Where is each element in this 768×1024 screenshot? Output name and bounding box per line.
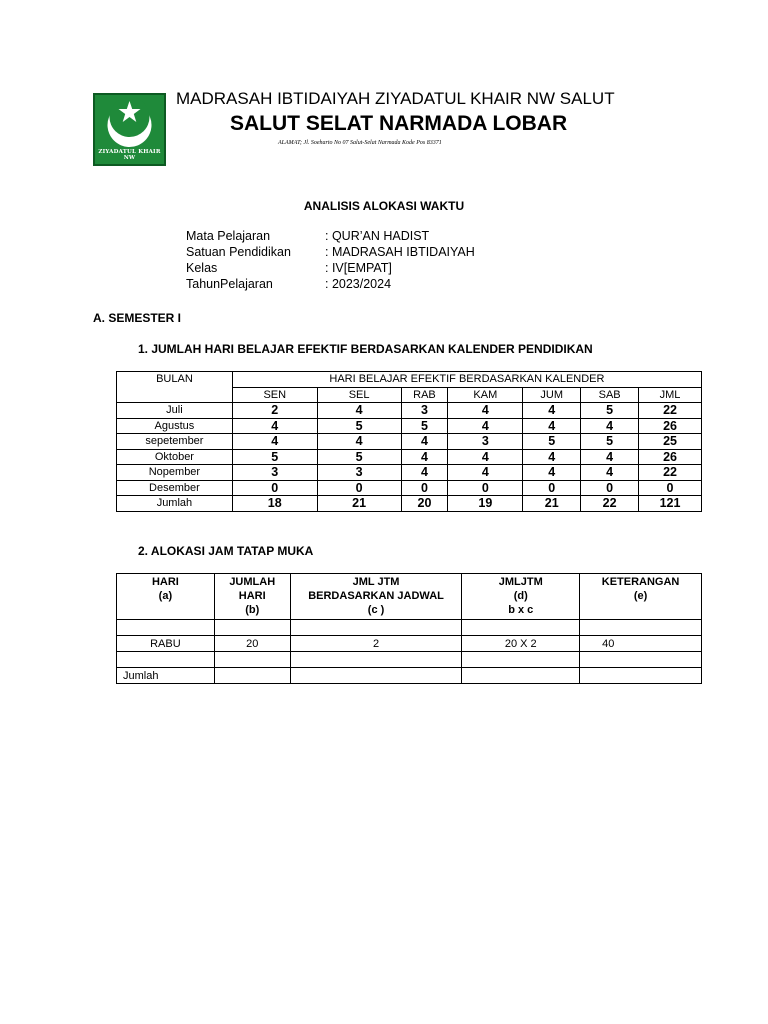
school-name-line2: SALUT SELAT NARMADA LOBAR (230, 112, 568, 135)
table-row (117, 418, 702, 434)
face-to-face-hours-table (116, 573, 702, 684)
header-text: JML JTM (352, 576, 400, 588)
header-text: HARI (238, 590, 266, 602)
header-hari (117, 574, 215, 620)
cell-value: 0 (639, 480, 702, 496)
header-jmljtm (462, 574, 580, 620)
cell-value: 4 (581, 449, 639, 465)
cell-value: 25 (639, 434, 702, 450)
cell-value: 4 (317, 434, 401, 450)
cell-value: 20 (401, 496, 448, 512)
cell-jml-jtm: 2 (290, 636, 462, 652)
cell-value: 18 (232, 496, 317, 512)
cell-value: 26 (639, 449, 702, 465)
header-bulan: BULAN (117, 372, 233, 403)
header-text: HARI (151, 576, 179, 588)
cell-month: Oktober (117, 449, 233, 465)
cell-value: 4 (401, 465, 448, 481)
cell-value: 4 (581, 465, 639, 481)
header-day: RAB (401, 387, 448, 403)
cell-month: sepetember (117, 434, 233, 450)
cell-value: 4 (448, 449, 523, 465)
cell-value: 4 (448, 403, 523, 419)
header-text: BERDASARKAN JADWAL (308, 590, 444, 602)
cell-month: Nopember (117, 465, 233, 481)
cell-value: 5 (581, 434, 639, 450)
cell-value: 4 (581, 418, 639, 434)
header-day: JUM (523, 387, 581, 403)
cell-value: 22 (639, 465, 702, 481)
info-label: Satuan Pendidikan (186, 245, 291, 259)
header-text: KETERANGAN (601, 576, 680, 588)
cell-value: 4 (448, 418, 523, 434)
cell-value: 22 (581, 496, 639, 512)
cell-hari: RABU (117, 636, 215, 652)
info-value: : QUR’AN HADIST (325, 229, 430, 243)
cell-value: 5 (317, 449, 401, 465)
cell-value: 4 (232, 434, 317, 450)
document-title: ANALISIS ALOKASI WAKTU (303, 199, 465, 213)
header-text: (b) (245, 604, 260, 616)
header-text: (a) (158, 590, 173, 602)
cell-month: Jumlah (117, 496, 233, 512)
cell-value: 21 (523, 496, 581, 512)
header-jml-jtm (290, 574, 462, 620)
cell-value: 2 (232, 403, 317, 419)
section-heading: A. SEMESTER I (93, 311, 182, 325)
cell-value: 5 (581, 403, 639, 419)
cell-value: 0 (581, 480, 639, 496)
header-day: SEN (232, 387, 317, 403)
header-text: JMLJTM (498, 576, 543, 588)
header-jumlah-hari (214, 574, 290, 620)
cell-value: 0 (232, 480, 317, 496)
cell-value: 0 (523, 480, 581, 496)
table-row (117, 652, 702, 668)
cell-month: Agustus (117, 418, 233, 434)
cell-value: 4 (523, 418, 581, 434)
header-text: b x c (508, 604, 534, 616)
cell-value: 4 (448, 465, 523, 481)
subsection-heading-2: 2. ALOKASI JAM TATAP MUKA (138, 544, 314, 558)
table-header-row (117, 372, 702, 388)
header-day: SAB (581, 387, 639, 403)
info-label: Kelas (186, 261, 218, 275)
table-row (117, 636, 702, 652)
table-header-row (117, 574, 702, 620)
effective-days-table (116, 371, 702, 512)
info-value: : IV[EMPAT] (325, 261, 392, 275)
header-group: HARI BELAJAR EFEKTIF BERDASARKAN KALENDER (232, 372, 701, 388)
cell-keterangan: 40 (580, 636, 702, 652)
cell-value: 5 (317, 418, 401, 434)
header-text: (c ) (367, 604, 385, 616)
header-text: (e) (633, 590, 648, 602)
cell-value: 4 (523, 465, 581, 481)
cell-value: 3 (401, 403, 448, 419)
table-row-total (117, 668, 702, 684)
header-text: JUMLAH (229, 576, 276, 588)
header-day: JML (639, 387, 702, 403)
info-value: : 2023/2024 (325, 277, 392, 291)
cell-jumlah-hari: 20 (214, 636, 290, 652)
logo-text: ZIYADATUL KHAIR NW (98, 149, 161, 161)
cell-jmljtm: 20 X 2 (462, 636, 580, 652)
cell-value: 5 (523, 434, 581, 450)
info-label: Mata Pelajaran (186, 229, 271, 243)
school-logo (93, 93, 166, 166)
cell-value: 4 (523, 449, 581, 465)
table-row (117, 449, 702, 465)
cell-value: 0 (448, 480, 523, 496)
cell-value: 4 (401, 434, 448, 450)
cell-value: 26 (639, 418, 702, 434)
subsection-heading-1: 1. JUMLAH HARI BELAJAR EFEKTIF BERDASARKAN KALENDER PENDIDIKAN (138, 342, 593, 356)
cell-value: 19 (448, 496, 523, 512)
school-name-line1: MADRASAH IBTIDAIYAH ZIYADATUL KHAIR NW SALUT (176, 89, 615, 108)
header-day: KAM (448, 387, 523, 403)
cell-value: 3 (448, 434, 523, 450)
info-label: TahunPelajaran (186, 277, 273, 291)
cell-value: 4 (232, 418, 317, 434)
cell-month: Desember (117, 480, 233, 496)
cell-value: 5 (401, 418, 448, 434)
cell-value: 3 (317, 465, 401, 481)
info-value: : MADRASAH IBTIDAIYAH (325, 245, 475, 259)
cell-value: 22 (639, 403, 702, 419)
cell-value: 0 (401, 480, 448, 496)
table-row (117, 480, 702, 496)
header-day: SEL (317, 387, 401, 403)
table-row (117, 434, 702, 450)
cell-value: 4 (317, 403, 401, 419)
table-row (117, 496, 702, 512)
table-body (117, 403, 702, 512)
cell-value: 3 (232, 465, 317, 481)
school-address: ALAMAT; Jl. Soeharto No 07 Salut-Selat Narmada Kode Pos 83371 (278, 140, 442, 146)
cell-value: 4 (401, 449, 448, 465)
cell-value: 0 (317, 480, 401, 496)
table-row (117, 465, 702, 481)
header-text: (d) (513, 590, 528, 602)
cell-value: 5 (232, 449, 317, 465)
header-keterangan (580, 574, 702, 620)
cell-value: 4 (523, 403, 581, 419)
cell-value: 21 (317, 496, 401, 512)
table-row (117, 403, 702, 419)
cell-jumlah-label: Jumlah (117, 668, 215, 684)
table-row (117, 620, 702, 636)
cell-month: Juli (117, 403, 233, 419)
cell-value: 121 (639, 496, 702, 512)
